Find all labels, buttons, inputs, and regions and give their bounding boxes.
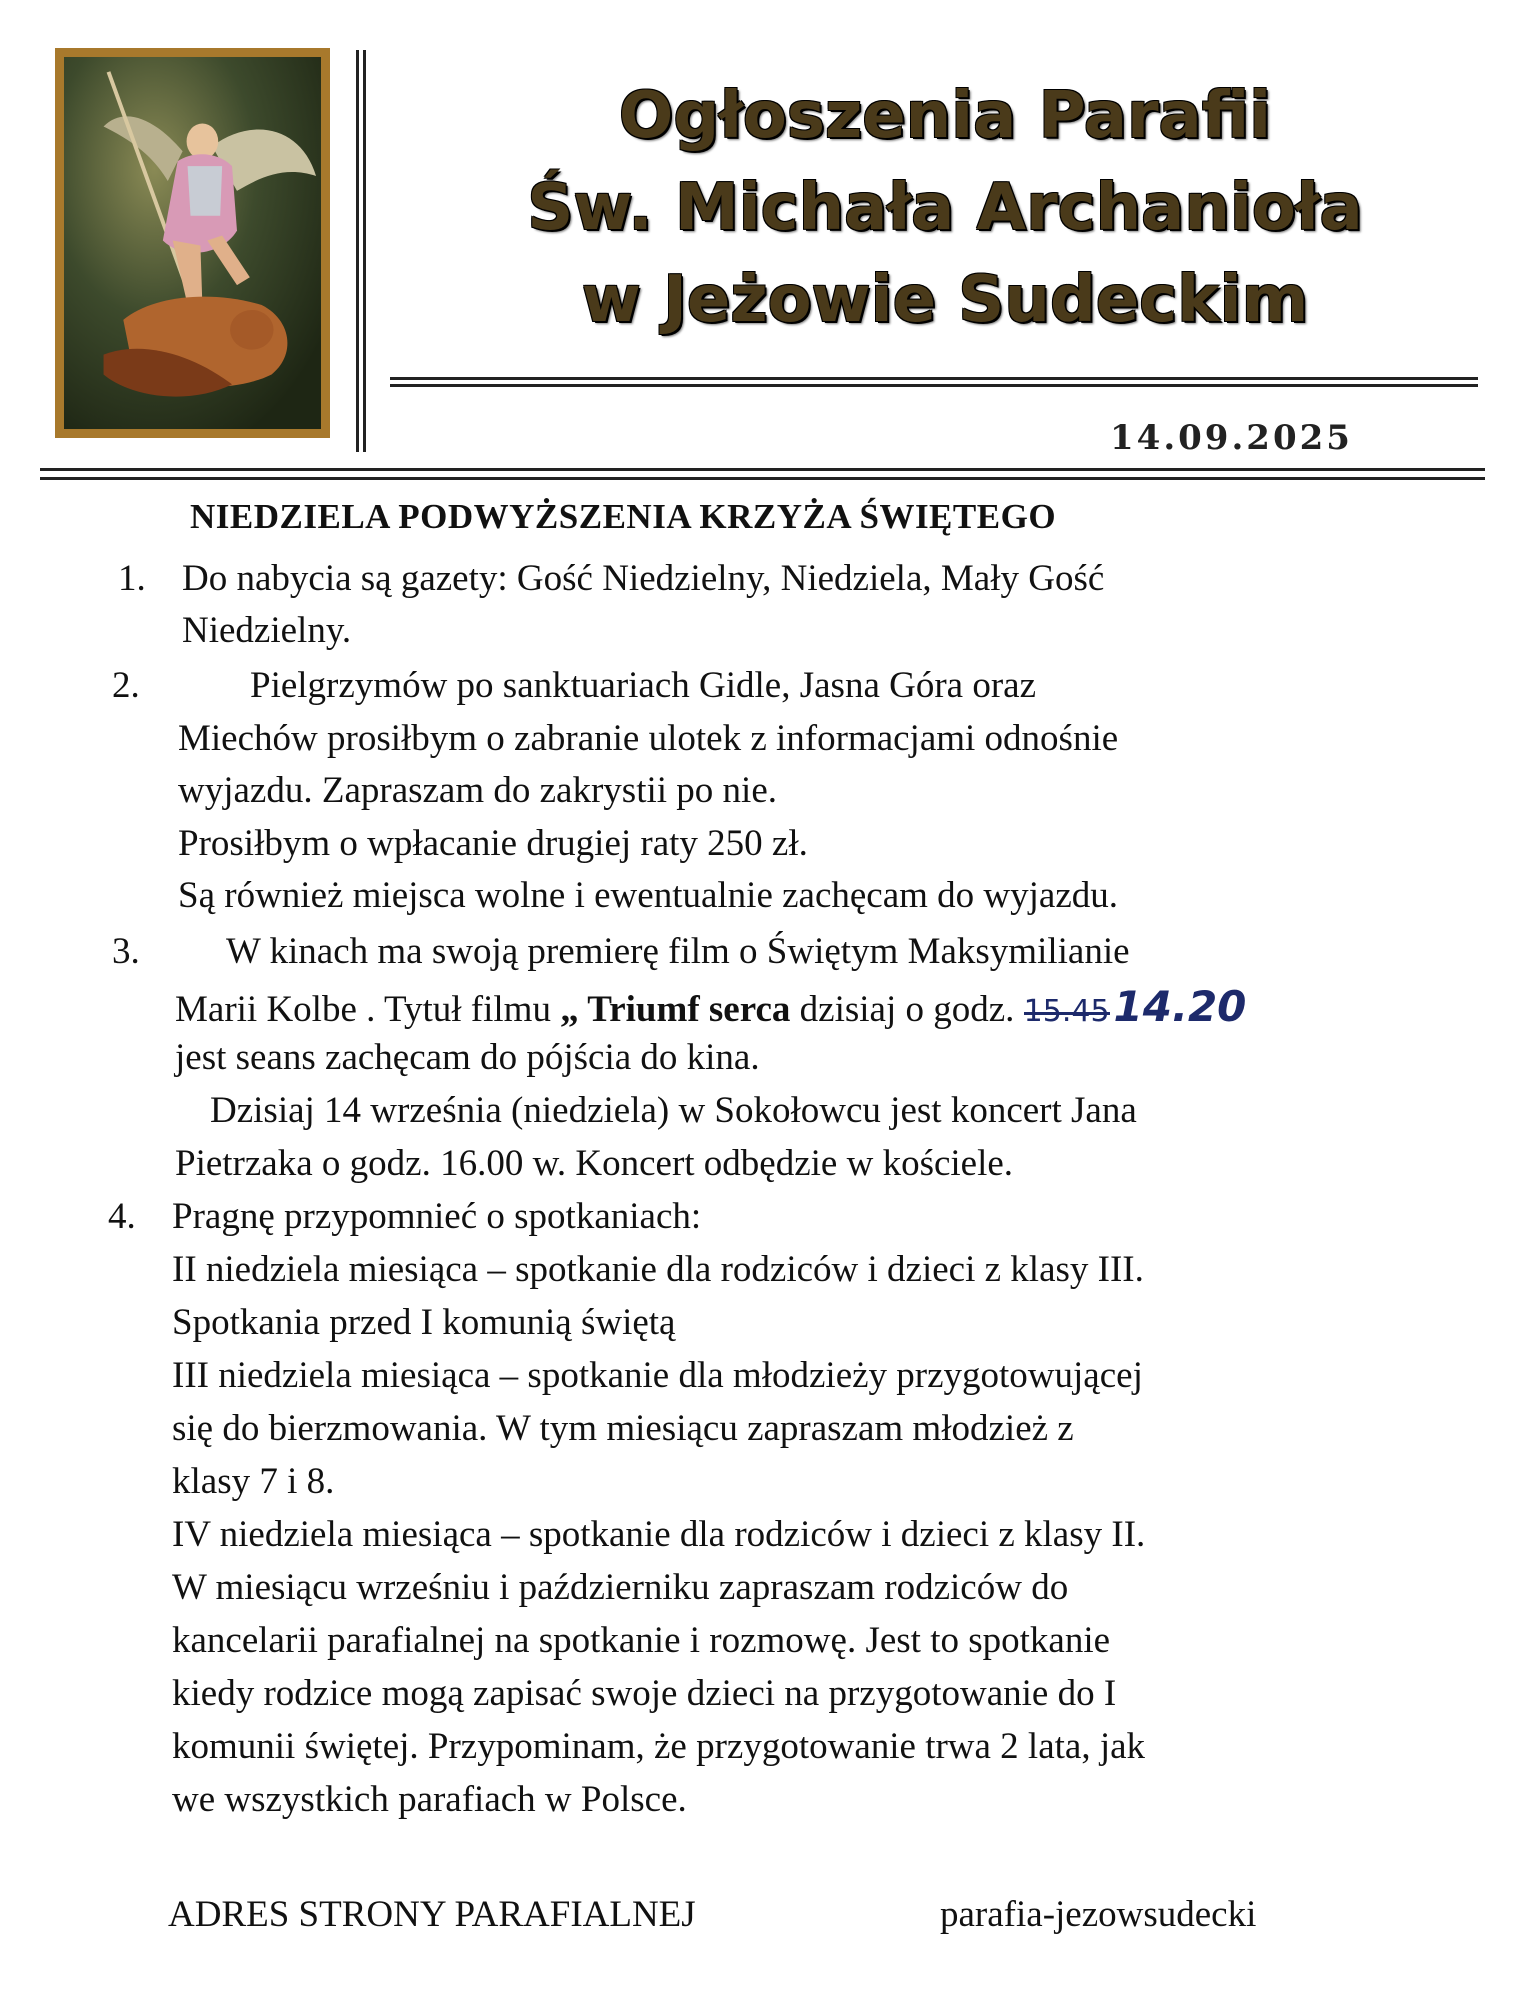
item-number-2: 2. <box>112 665 140 706</box>
item-3-line-2 <box>175 982 1247 1031</box>
item-2-line-5: Są również miejsca wolne i ewentualnie zachęcam do wyjazdu. <box>178 875 1119 916</box>
title-underline <box>390 377 1478 387</box>
item-4-line-2: II niedziela miesiąca – spotkanie dla rodziców i dzieci z klasy III. <box>172 1249 1144 1290</box>
item-2-line-4: Prosiłbym o wpłacanie drugiej raty 250 zł. <box>178 823 808 864</box>
item-3-line-3: jest seans zachęcam do pójścia do kina. <box>175 1037 760 1078</box>
item-number-3: 3. <box>112 931 140 972</box>
header-divider <box>40 468 1485 480</box>
item-4-line-7: IV niedziela miesiąca – spotkanie dla rodziców i dzieci z klasy II. <box>172 1514 1146 1555</box>
struck-out-time: 15.45 <box>1023 994 1110 1029</box>
title-line-2: Św. Michała Archanioła <box>527 171 1363 245</box>
website-address: parafia-jezowsudecki <box>940 1894 1257 1935</box>
item-3-line-5: Pietrzaka o godz. 16.00 w. Koncert odbędzie w kościele. <box>175 1143 1014 1184</box>
item-4-line-8: W miesiącu wrześniu i październiku zapraszam rodziców do <box>172 1567 1069 1608</box>
announcement-date: 14.09.2025 <box>1110 418 1353 458</box>
title-line-3: w Jeżowie Sudeckim <box>581 263 1309 337</box>
item-3-line-2-text-c: dzisiaj o godz. <box>790 989 1024 1030</box>
parish-title <box>390 70 1500 346</box>
st-michael-painting <box>55 48 330 438</box>
item-4-line-12: we wszystkich parafiach w Polsce. <box>172 1779 687 1820</box>
item-2-line-1: Pielgrzymów po sanktuariach Gidle, Jasna Góra oraz <box>250 665 1036 706</box>
item-4-line-6: klasy 7 i 8. <box>172 1461 335 1502</box>
item-2-line-2: Miechów prosiłbym o zabranie ulotek z informacjami odnośnie <box>178 718 1119 759</box>
item-1-line-2: Niedzielny. <box>182 610 352 651</box>
item-4-line-9: kancelarii parafialnej na spotkanie i rozmowę. Jest to spotkanie <box>172 1620 1111 1661</box>
item-4-line-5: się do bierzmowania. W tym miesiącu zapraszam młodzież z <box>172 1408 1074 1449</box>
item-number-4: 4. <box>108 1196 136 1237</box>
item-3-line-1: W kinach ma swoją premierę film o Świętym Maksymilianie <box>226 931 1130 972</box>
handwritten-time: 14.20 <box>1113 982 1247 1031</box>
item-1-line-1: Do nabycia są gazety: Gość Niedzielny, Niedziela, Mały Gość <box>182 558 1105 599</box>
item-4-line-4: III niedziela miesiąca – spotkanie dla młodzieży przygotowującej <box>172 1355 1143 1396</box>
website-label: ADRES STRONY PARAFIALNEJ <box>168 1894 696 1935</box>
item-4-line-1: Pragnę przypomnieć o spotkaniach: <box>172 1196 702 1237</box>
film-title: „ Triumf serca <box>560 989 791 1030</box>
vertical-divider <box>356 50 366 452</box>
item-4-line-10: kiedy rodzice mogą zapisać swoje dzieci na przygotowanie do I <box>172 1673 1117 1714</box>
st-michael-illustration <box>64 57 321 429</box>
sunday-heading: NIEDZIELA PODWYŻSZENIA KRZYŻA ŚWIĘTEGO <box>190 497 1057 536</box>
item-3-line-4: Dzisiaj 14 września (niedziela) w Sokołowcu jest koncert Jana <box>210 1090 1137 1131</box>
item-4-line-3: Spotkania przed I komunią świętą <box>172 1302 676 1343</box>
item-4-line-11: komunii świętej. Przypominam, że przygotowanie trwa 2 lata, jak <box>172 1726 1146 1767</box>
item-2-line-3: wyjazdu. Zapraszam do zakrystii po nie. <box>178 770 777 811</box>
item-3-line-2-text-a: Marii Kolbe . Tytuł filmu <box>175 989 561 1030</box>
item-number-1: 1. <box>118 558 146 599</box>
title-line-1: Ogłoszenia Parafii <box>618 79 1272 153</box>
